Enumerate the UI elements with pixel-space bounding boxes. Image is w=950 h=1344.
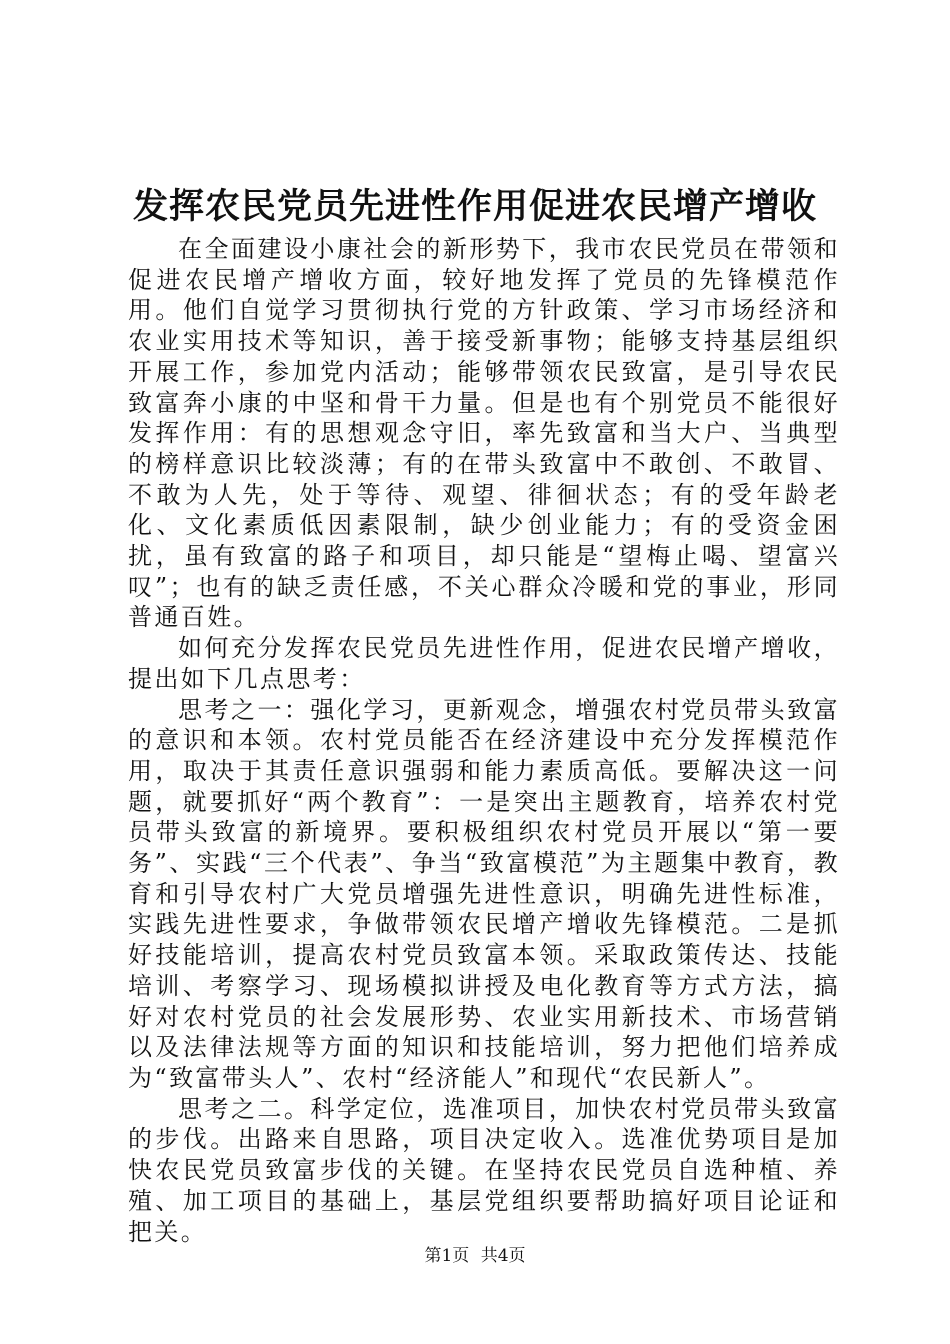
document-body: [128, 234, 840, 1247]
document-title: 发挥农民党员先进性作用促进农民增产增收: [132, 186, 817, 227]
paragraph-thought-one: 思考之一：强化学习，更新观念，增强农村党员带头致富的意识和本领。农村党员能否在经济建设中充分发挥模范作用，取决于其责任意识强弱和能力素质高低。要解决这一问题，就要抓好“两个教育”：一是突出主题教育，培养农村党员带头致富的新境界。要积极组织农村党员开展以“第一要务”、实践“三个代表”、争当“致富模范”为主题集中教育，教育和引导农村广大党员增强先进性意识，明确先进性标准，实践先进性要求，争做带领农民增产增收先锋模范。二是抓好技能培训，提高农村党员致富本领。采取政策传达、技能培训、考察学习、现场模拟讲授及电化教育等方式方法，搞好对农村党员的社会发展形势、农业实用新技术、市场营销以及法律法规等方面的知识和技能培训，努力把他们培养成为“致富带头人”、农村“经济能人”和现代“农民新人”。: [128, 695, 840, 1092]
page-total: 共4页: [480, 1246, 526, 1266]
page-footer: [0, 1245, 950, 1267]
page-number: 第1页: [424, 1246, 470, 1266]
paragraph-intro: 在全面建设小康社会的新形势下，我市农民党员在带领和促进农民增产增收方面，较好地发挥了党员的先锋模范作用。他们自觉学习贯彻执行党的方针政策、学习市场经济和农业实用技术等知识，善于接受新事物；能够支持基层组织开展工作，参加党内活动；能够带领农民致富，是引导农民致富奔小康的中坚和骨干力量。但是也有个别党员不能很好发挥作用：有的思想观念守旧，率先致富和当大户、当典型的榜样意识比较淡薄；有的在带头致富中不敢创、不敢冒、不敢为人先，处于等待、观望、徘徊状态；有的受年龄老化、文化素质低因素限制，缺少创业能力；有的受资金困扰，虽有致富的路子和项目，却只能是“望梅止喝、望富兴叹”；也有的缺乏责任感，不关心群众冷暖和党的事业，形同普通百姓。: [128, 235, 840, 632]
paragraph-question: 如何充分发挥农民党员先进性作用，促进农民增产增收，提出如下几点思考：: [128, 634, 840, 693]
paragraph-thought-two: 思考之二。科学定位，选准项目，加快农村党员带头致富的步伐。出路来自思路，项目决定收入。选准优势项目是加快农民党员致富步伐的关键。在坚持农民党员自选种植、养殖、加工项目的基础上，基层党组织要帮助搞好项目论证和把关。: [128, 1094, 840, 1246]
